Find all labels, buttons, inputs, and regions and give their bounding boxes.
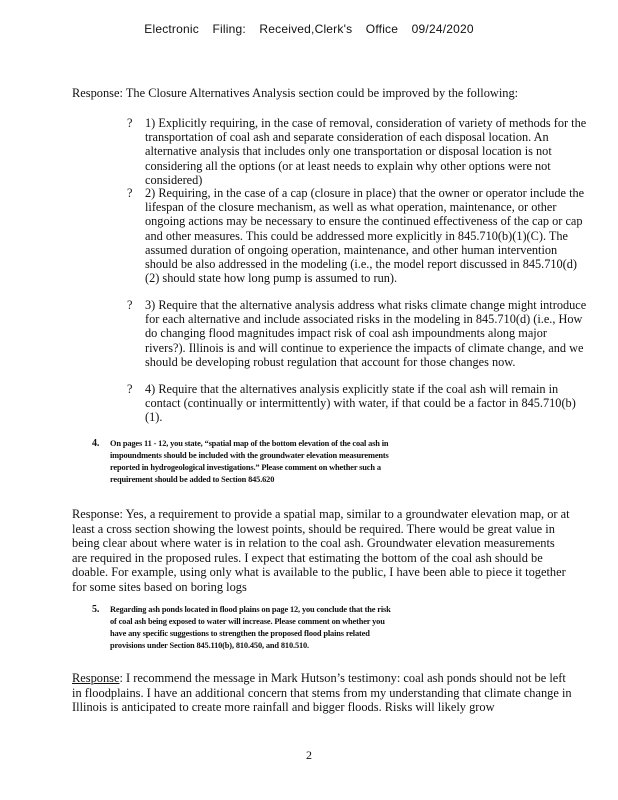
response-label: Response [72,86,120,100]
bullet-text: 3) Require that the alternative analysis address what risks climate change might introduce for each alternative and include associated risks in the modeling in 845.710(d) (i.e., How do changing flood magnitudes impact risk of coal ash impoundments along major rivers?). Illinois is and will continue to experience the impacts of climate change, and we should be developing robust regulation that account for those changes now. [145,298,587,369]
response-text: The Closure Alternatives Analysis section could be improved by the following: [125,86,519,100]
question-line: Regarding ash ponds located in flood plains on page 12, you conclude that the risk [110,605,391,614]
response-floodplains: Response: I recommend the message in Mark Hutson’s testimony: coal ash ponds should not be left in floodplains. I have an additional concern that stems from my understanding that climate change in Illinois is anticipated to create more rainfall and bigger floods. Risks will likely grow [72,671,572,715]
question-line: of coal ash being exposed to water will increase. Please comment on whether you [110,617,385,626]
bullet-item-3 [127,298,589,369]
question-line: have any specific suggestions to strengthen the proposed flood plains related [110,629,370,638]
bullet-text: 4) Require that the alternatives analysis explicitly state if the coal ash will remain in contact (continually or intermittently) with water, if that could be a factor in 845.710(b)(1). [145,382,576,425]
response-label: Response [72,507,120,521]
bullet-text: 1) Explicitly requiring, in the case of removal, consideration of variety of methods for the transportation of coal ash and separate consideration of each disposal location. An alternative analysis that includes only one transportation or disposal location is not considering all the options (or at least needs to explain why other options were not considered) [145,116,587,187]
bullet-item-4 [127,382,589,425]
bullet-marker: ? [127,116,133,130]
response-closure-alternatives: Response: The Closure Alternatives Analysis section could be improved by the following: [72,86,519,100]
response-label: Response [72,671,120,685]
bullet-text: 2) Requiring, in the case of a cap (closure in place) that the owner or operator include the lifespan of the closure mechanism, as well as what operation, maintenance, or other ongoing actions may be necessary to ensure the continued effectiveness of the cap or cap and other measures. This could be addressed more explicitly in 845.710(b)(1)(C). The assumed duration of ongoing operation, maintenance, and other human intervention should be also addressed in the modeling (i.e., the model report discussed in 845.710(d)(2) should state how long pump is assumed to run). [145,186,585,286]
question-5 [92,604,510,652]
question-line: impoundments should be included with the groundwater elevation measurements [110,451,389,460]
bullet-marker: ? [127,382,133,396]
response-spatial-map: Response: Yes, a requirement to provide a spatial map, similar to a groundwater elevation map, or at least a cross section showing the lowest points, should be required. There would be great value in being clear about where water is in relation to the coal ash. Groundwater elevation measurements are required in the proposed rules. I expect that estimating the bottom of the coal ash should be doable. For example, using only what is available to the public, I have been able to piece it together for some sites based on boring logs [72,507,570,594]
response-text: Yes, a requirement to provide a spatial map, similar to a groundwater elevation map, or at least a cross section showing the lowest points, should be required. There would be great value in being clear about where water is in relation to the coal ash. Groundwater elevation measurements are required in the proposed rules. I expect that estimating the bottom of the coal ash should be doable. For example, using only what is available to the public, I have been able to piece it together for some sites based on boring logs [72,507,570,594]
bullet-marker: ? [127,186,133,200]
question-line: reported in hydrogeological investigations.” Please comment on whether such a [110,463,381,472]
filing-header: Electronic Filing: Received,Clerk's Office 09/24/2020 [144,22,474,36]
question-line: On pages 11 - 12, you state, “spatial map of the bottom elevation of the coal ash in [110,439,389,448]
question-line: requirement should be added to Section 845.620 [110,475,275,484]
response-text: I recommend the message in Mark Hutson’s testimony: coal ash ponds should not be left in floodplains. I have an additional concern that stems from my understanding that climate change in Illinois is anticipated to create more rainfall and bigger floods. Risks will likely grow [72,671,572,715]
bullet-item-1 [127,116,589,187]
question-number: 5. [92,604,100,615]
question-4 [92,438,490,486]
page-number: 2 [306,748,312,762]
bullet-item-2 [127,186,589,285]
question-number: 4. [92,438,100,449]
question-line: provisions under Section 845.110(b), 810.450, and 810.510. [110,641,310,650]
bullet-marker: ? [127,298,133,312]
